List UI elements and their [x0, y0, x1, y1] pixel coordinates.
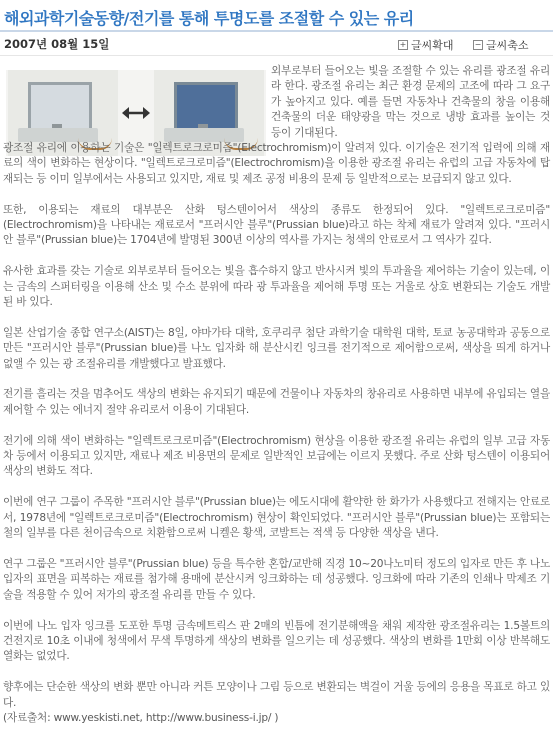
- paragraph: 이번에 나노 입자 잉크를 도포한 투명 금속메트릭스 판 2매의 빈틈에 전기분해액을 채워 제작한 광조절유리는 1.5볼트의 건전지로 10초 이내에 청색에서 무색 투명하게 색상의 변화를 일으키는 데 성공했다. 색상의 변화를 1만회 이상 반복해도 열화는 없었다.: [3, 619, 550, 663]
- paragraph: 유사한 효과를 갖는 기술로 외부로부터 들어오는 빛을 흡수하지 않고 반사시켜 빛의 투과율을 제어하는 기술이 있는데, 이는 금속의 스퍼터링을 이용해 산소 및 수소 분위에 따라 광 투과율을 제어해 투명 또는 거울로 상호 변환되는 기술도 개발된 바 있다.: [3, 265, 550, 309]
- zoom-in-button[interactable]: [398, 37, 454, 53]
- article-date: 2007년 08월 15일: [4, 37, 110, 51]
- paragraph: 연구 그룹은 "프러시안 블루"(Prussian blue) 등을 특수한 혼합/교반해 직경 10~20나노미터 정도의 입자로 만든 후 나노 입자의 표면을 피복하는 재료를 첨가해 용매에 분산시켜 잉크화하는 데 성공했다. 잉크화에 따라 기존의 인쇄나 막제조 기술을 적용할 수 있어 저가의 광조절 유리를 만들 수 있다.: [3, 557, 550, 601]
- article-meta-bar: [0, 34, 553, 54]
- paragraph: 또한, 이용되는 재료의 대부분은 산화 텅스텐이어서 색상의 종류도 한정되어 있다. "일렉트로크로미즘"(Electrochromism)을 나타내는 재료로서 "프러시안 블루"(Prussian blue)라고 하는 착체 재료가 알려져 있다. "프러시안 블루"(Prussian blue)는 1704년에 발명된 300년 이상의 역사를 가지는 청색의 안료로서 그 역사가 깊다.: [3, 203, 550, 247]
- paragraph: 광조절 유리에 이용하는 기술은 "일렉트로크로미즘"(Electrochromism)이 알려져 있다. 이기술은 전기적 입력에 의해 재료의 색이 변화하는 현상이다. "일렉트로크로미즘"(Electrochromism)을 이용한 광조절 유리는 유럽의 고급 자동차에 탑재되는 등 이미 일부에서는 사용되고 있지만, 재료 및 제조 공정 비용의 문제 등 일반적으로는 보급되지 않고 있다.: [3, 142, 550, 185]
- zoom-out-label: 글씨축소: [486, 39, 529, 52]
- minus-icon: −: [474, 40, 482, 49]
- plus-icon: +: [399, 40, 407, 49]
- paragraph: 향후에는 단순한 색상의 변화 뿐만 아니라 커튼 모양이나 그림 등으로 변환되는 벽걸이 거울 등에의 응용을 목표로 하고 있다.: [3, 681, 550, 709]
- paragraph: 외부로부터 들어오는 빛을 조절할 수 있는 유리를 광조절 유리라 한다. 광조절 유리는 최근 환경 문제의 고조에 따라 그 요구가 높아지고 있다. 예를 들면 자동차나 건축물의 창을 이용해 건축물의 더운 태양광을 막는 것으로 냉방 효과를 높이는 것 등이 기대된다.: [271, 65, 550, 139]
- paragraph: 전기에 의해 색이 변화하는 "일렉트로크로미즘"(Electrochromism) 현상을 이용한 광조절 유리는 유럽의 일부 고급 자동차 등에서 이용되고 있지만, 재료나 제조 비용면의 문제로 일반적인 보급에는 이르지 못했다. 주로 산화 텅스텐이 이용되어 색상의 변화도 적다.: [3, 434, 550, 478]
- title-divider: [0, 30, 553, 32]
- paragraph: 이번에 연구 그룹이 주목한 "프러시안 블루"(Prussian blue)는 에도시대에 활약한 한 화가가 사용했다고 전해지는 안료로서, 1978년에 "일렉트로크로미즘"(Electrochromism) 현상이 확인되었다. "프러시안 블루"(Prussian blue)는 포함되는 철의 일부를 다른 천이금속으로 치환함으로써 니켈은 황색, 코발트는 적색 등 다양한 색상을 낸다.: [3, 496, 550, 540]
- zoom-out-button[interactable]: [473, 37, 529, 53]
- article-body: [3, 64, 550, 726]
- article-title: 해외과학기술동향/전기를 통해 투명도를 조절할 수 있는 유리: [4, 9, 414, 28]
- source-credit: (자료출처: www.yeskisti.net, http://www.business-i.jp/ ): [3, 711, 279, 724]
- meta-divider: [0, 55, 553, 56]
- paragraph: 일본 산업기술 종합 연구소(AIST)는 8일, 야마가타 대학, 호쿠리쿠 첨단 과학기술 대학원 대학, 토쿄 농공대학과 공동으로 만든 "프러시안 블루"(Prussian blue)를 나노 입자화 해 분산시킨 잉크를 전기적으로 제어함으로써, 색상을 띄게 하거나 없앨 수 있는 광 조절유리를 개발했다고 발표했다.: [3, 326, 550, 370]
- zoom-in-label: 글씨확대: [411, 39, 454, 52]
- paragraph: 전기를 흘리는 것을 멈추어도 색상의 변화는 유지되기 때문에 건물이나 자동차의 창유리로 사용하면 내부에 유입되는 열을 제어할 수 있는 에너지 절약 유리로서 이용이 기대된다.: [3, 388, 550, 416]
